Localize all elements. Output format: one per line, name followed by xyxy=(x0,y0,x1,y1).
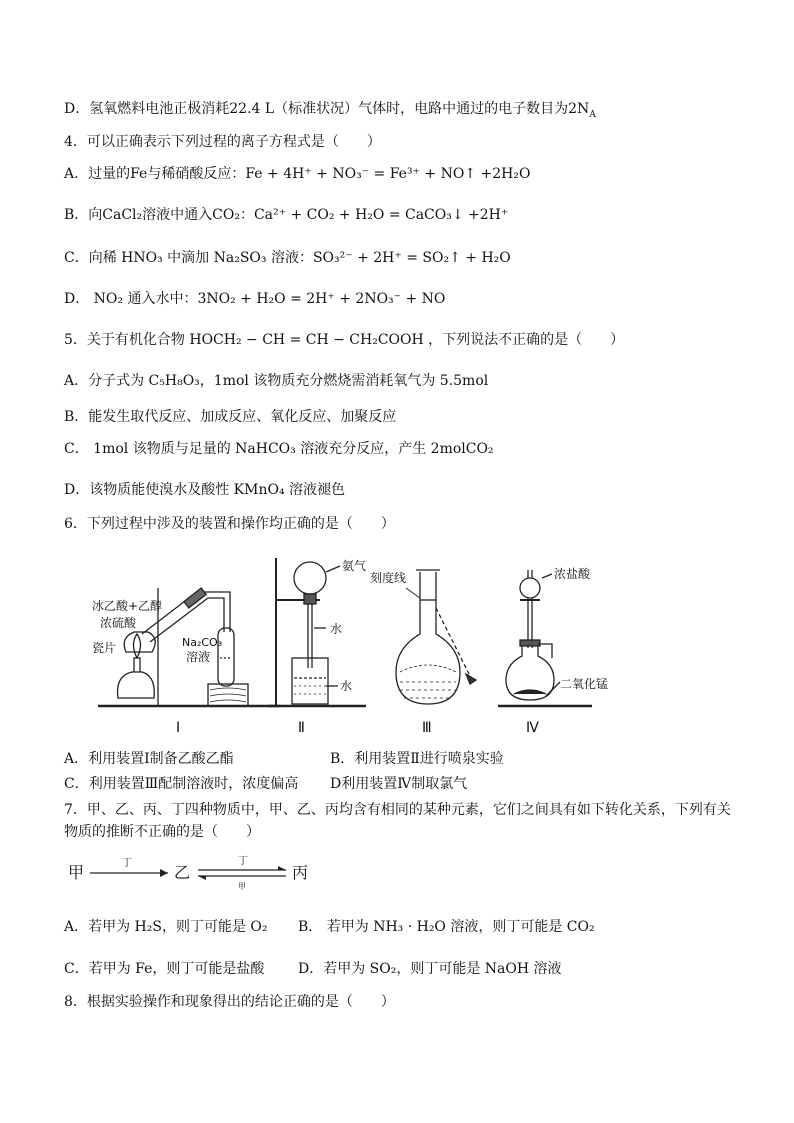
label-na2co3: Na₂CO₃ xyxy=(182,636,223,649)
scheme-jia-2: 甲 xyxy=(238,882,246,891)
label-sulfuric-acid: 浓硫酸 xyxy=(100,616,137,630)
q6-option-d: D利用装置Ⅳ制取氯气 xyxy=(330,776,468,792)
label-ammonia: 氨气 xyxy=(342,559,367,573)
q7-option-b: B． 若甲为 NH₃ · H₂O 溶液，则丁可能是 CO₂ xyxy=(298,919,595,935)
label-mark-line: 刻度线 xyxy=(370,571,407,585)
q7-option-a: A．若甲为 H₂S，则丁可能是 O₂ xyxy=(64,919,268,935)
q4-option-a: A．过量的Fe与稀硝酸反应：Fe + 4H⁺ + NO₃⁻ = Fe³⁺ + NO↑ +2H₂O xyxy=(64,166,531,182)
label-water-bottom: 水 xyxy=(340,679,353,693)
q4-stem: 4．可以正确表示下列过程的离子方程式是（ ） xyxy=(64,134,381,150)
q5-option-b: B．能发生取代反应、加成反应、氧化反应、加聚反应 xyxy=(64,409,397,425)
label-conc-hcl: 浓盐酸 xyxy=(554,567,591,581)
numeral-2: Ⅱ xyxy=(298,720,305,736)
q6-stem: 6．下列过程中涉及的装置和操作均正确的是（ ） xyxy=(64,516,395,532)
q5-option-a: A．分子式为 C₅H₈O₃，1mol 该物质充分燃烧需消耗氧气为 5.5mol xyxy=(64,373,489,389)
q3-option-d-text: D．氢氧燃料电池正极消耗22.4 L（标准状况）气体时，电路中通过的电子数目为2N xyxy=(64,101,590,117)
apparatus-3 xyxy=(396,570,476,704)
numeral-4: Ⅳ xyxy=(526,720,539,736)
q4-option-d: D． NO₂ 通入水中：3NO₂ + H₂O = 2H⁺ + 2NO₃⁻ + NO xyxy=(64,291,446,307)
lab-apparatus-figure xyxy=(90,548,610,738)
conversion-scheme xyxy=(64,848,324,892)
q7-option-d: D．若甲为 SO₂，则丁可能是 NaOH 溶液 xyxy=(298,961,562,977)
scheme-yi: 乙 xyxy=(174,863,191,882)
label-mno2: 二氧化锰 xyxy=(560,677,609,691)
label-acid-alcohol: 冰乙酸+乙醇 xyxy=(92,599,163,613)
label-porcelain: 瓷片 xyxy=(92,641,117,655)
q4-option-c: C．向稀 HNO₃ 中滴加 Na₂SO₃ 溶液：SO₃²⁻ + 2H⁺ = SO₂↑ + H₂O xyxy=(64,250,511,266)
q6-option-b: B．利用装置Ⅱ进行喷泉实验 xyxy=(330,751,504,767)
q3-option-d-subscript: A xyxy=(589,109,596,120)
q5-option-d: D．该物质能使溴水及酸性 KMnO₄ 溶液褪色 xyxy=(64,482,346,498)
q5-stem: 5．关于有机化合物 HOCH₂ − CH = CH − CH₂COOH ，下列说法不正确的是（ ） xyxy=(64,332,625,348)
q7-stem-line2: 物质的推断不正确的是（ ） xyxy=(64,824,260,840)
scheme-jia: 甲 xyxy=(68,863,85,882)
label-na2co3-solution: 溶液 xyxy=(186,650,211,664)
q4-option-b: B．向CaCl₂溶液中通入CO₂：Ca²⁺ + CO₂ + H₂O = CaCO₃↓ +2H⁺ xyxy=(64,207,509,223)
scheme-ding-2: 丁 xyxy=(238,856,248,867)
q6-option-c: C．利用装置Ⅲ配制溶液时，浓度偏高 xyxy=(64,776,299,792)
q5-option-c: C． 1mol 该物质与足量的 NaHCO₃ 溶液充分反应，产生 2molCO₂ xyxy=(64,441,494,457)
numeral-1: Ⅰ xyxy=(176,720,181,736)
q3-option-d xyxy=(64,100,596,118)
q7-option-c: C．若甲为 Fe，则丁可能是盐酸 xyxy=(64,961,265,977)
label-water-top: 水 xyxy=(330,622,343,636)
q8-stem: 8．根据实验操作和现象得出的结论正确的是（ ） xyxy=(64,994,395,1010)
q7-stem-line1: 7．甲、乙、丙、丁四种物质中，甲、乙、丙均含有相同的某种元素，它们之间具有如下转化关系，下列有关 xyxy=(64,802,731,818)
scheme-bing: 丙 xyxy=(292,863,309,882)
scheme-ding-1: 丁 xyxy=(122,858,132,869)
numeral-3: Ⅲ xyxy=(422,720,432,736)
q6-option-a: A．利用装置Ⅰ制备乙酸乙酯 xyxy=(64,751,234,767)
